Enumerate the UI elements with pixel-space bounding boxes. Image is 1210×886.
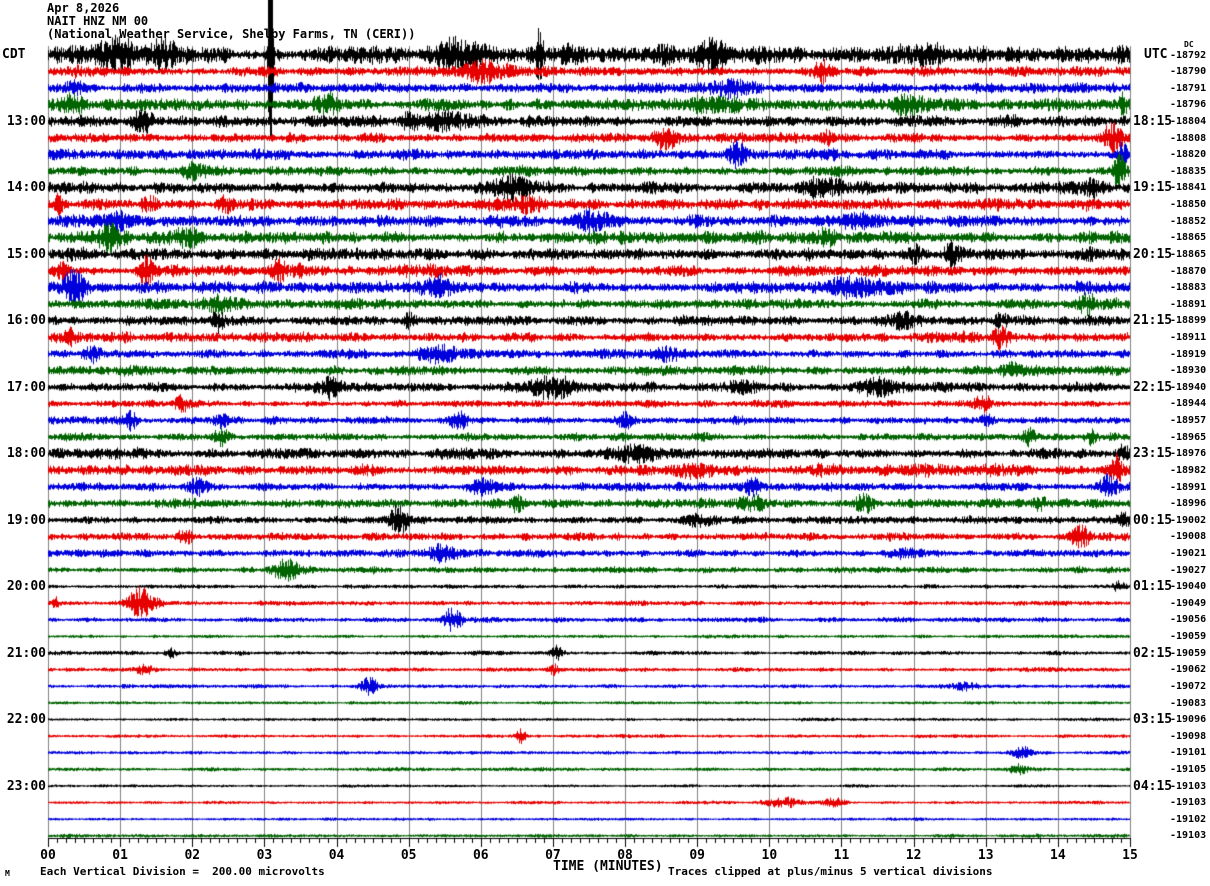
dc-offset-value: -18930 xyxy=(1170,365,1207,377)
x-tick-label: 00 xyxy=(40,848,56,863)
x-tick-label: 07 xyxy=(545,848,561,863)
dc-offset-value: -19008 xyxy=(1170,531,1207,543)
x-tick-label: 10 xyxy=(761,848,778,863)
dc-offset-value: -19102 xyxy=(1170,813,1207,825)
dc-offset-value: -18891 xyxy=(1170,298,1207,310)
cdt-hour-label: 22:00 xyxy=(6,712,46,728)
utc-quarter-label: 19:15 xyxy=(1133,180,1173,196)
dc-offset-value: -18791 xyxy=(1170,82,1207,94)
dc-offset-value: -18965 xyxy=(1170,431,1207,443)
scale-note: Each Vertical Division = 200.00 microvolts xyxy=(40,865,325,878)
header-station-description: (National Weather Service, Shelby Farms, TN (CERI)) xyxy=(47,27,416,41)
dc-offset-value: -18976 xyxy=(1170,448,1207,460)
dc-offset-value: -18957 xyxy=(1170,415,1207,427)
dc-offset-value: -19101 xyxy=(1170,747,1207,759)
cdt-hour-label: 20:00 xyxy=(6,579,46,595)
cdt-hour-label: 19:00 xyxy=(6,512,46,528)
x-axis-title: TIME (MINUTES) xyxy=(553,859,663,874)
utc-quarter-label: 18:15 xyxy=(1133,113,1173,129)
dc-offset-value: -19103 xyxy=(1170,830,1207,842)
dc-offset-value: -18870 xyxy=(1170,265,1207,277)
dc-offset-value: -19083 xyxy=(1170,697,1207,709)
cdt-hour-label: 15:00 xyxy=(6,246,46,262)
x-tick-label: 08 xyxy=(617,848,633,863)
dc-offset-value: -19103 xyxy=(1170,780,1207,792)
dc-offset-value: -18841 xyxy=(1170,182,1207,194)
dc-offset-value: -18996 xyxy=(1170,498,1207,510)
dc-offset-value: -18865 xyxy=(1170,248,1207,260)
utc-quarter-label: 20:15 xyxy=(1133,246,1173,262)
dc-offset-value: -18991 xyxy=(1170,481,1207,493)
footer-mark: M xyxy=(5,869,10,878)
header-date: Apr 8,2026 xyxy=(47,1,120,15)
cdt-hour-label: 16:00 xyxy=(6,313,46,329)
x-tick-label: 03 xyxy=(256,848,273,863)
left-timezone-label: CDT xyxy=(2,47,26,62)
dc-offset-value: -19072 xyxy=(1170,680,1207,692)
x-tick-label: 15 xyxy=(1122,848,1138,863)
utc-quarter-label: 04:15 xyxy=(1133,778,1173,794)
utc-quarter-label: 02:15 xyxy=(1133,645,1173,661)
dc-offset-value: -19040 xyxy=(1170,581,1207,593)
dc-offset-value: -18852 xyxy=(1170,215,1207,227)
dc-offset-value: -19049 xyxy=(1170,597,1207,609)
cdt-hour-label: 13:00 xyxy=(6,113,46,129)
dc-offset-value: -18850 xyxy=(1170,199,1207,211)
dc-offset-value: -19002 xyxy=(1170,514,1207,526)
dc-offset-value: -18919 xyxy=(1170,348,1207,360)
utc-quarter-label: 21:15 xyxy=(1133,313,1173,329)
dc-offset-value: -19021 xyxy=(1170,548,1207,559)
dc-offset-value: -19056 xyxy=(1170,614,1207,626)
dc-offset-value: -18982 xyxy=(1170,464,1207,476)
cdt-hour-label: 18:00 xyxy=(6,446,46,462)
right-timezone-label: UTC xyxy=(1144,47,1168,62)
x-tick-label: 13 xyxy=(977,848,994,863)
dc-column-header: DC xyxy=(1184,40,1194,49)
utc-quarter-label: 00:15 xyxy=(1133,512,1173,528)
x-tick-label: 04 xyxy=(328,848,345,863)
x-tick-label: 12 xyxy=(905,848,922,863)
dc-offset-value: -18808 xyxy=(1170,132,1207,144)
dc-offset-value: -18796 xyxy=(1170,99,1207,111)
utc-quarter-label: 22:15 xyxy=(1133,379,1173,395)
clip-note: Traces clipped at plus/minus 5 vertical divisions xyxy=(668,865,993,878)
dc-offset-value: -18899 xyxy=(1170,315,1207,327)
dc-offset-value: -19105 xyxy=(1170,764,1207,776)
header-station-code: NAIT HNZ NM 00 xyxy=(47,14,149,28)
x-tick-label: 05 xyxy=(400,848,417,863)
x-tick-label: 06 xyxy=(472,848,489,863)
dc-offset-value: -18865 xyxy=(1170,232,1207,244)
x-tick-label: 02 xyxy=(184,848,201,863)
utc-quarter-label: 03:15 xyxy=(1133,712,1173,728)
utc-quarter-label: 01:15 xyxy=(1133,579,1173,595)
x-tick-label: 09 xyxy=(689,848,706,863)
x-tick-label: 01 xyxy=(112,848,128,863)
dc-offset-value: -18835 xyxy=(1170,165,1207,177)
dc-offset-value: -19098 xyxy=(1170,730,1207,742)
dc-offset-value: -19027 xyxy=(1170,564,1207,576)
x-tick-label: 14 xyxy=(1050,848,1066,863)
cdt-hour-label: 21:00 xyxy=(6,645,46,661)
cdt-hour-label: 14:00 xyxy=(6,180,46,196)
dc-offset-value: -18792 xyxy=(1170,49,1207,61)
dc-offset-value: -18940 xyxy=(1170,381,1207,393)
dc-offset-value: -18944 xyxy=(1170,398,1207,410)
dc-offset-value: -18883 xyxy=(1170,282,1207,294)
dc-offset-value: -19062 xyxy=(1170,664,1207,676)
dc-offset-value: -18911 xyxy=(1170,331,1207,343)
cdt-hour-label: 23:00 xyxy=(6,778,46,794)
dc-offset-value: -18820 xyxy=(1170,149,1207,161)
dc-offset-value: -19103 xyxy=(1170,797,1207,809)
dc-offset-value: -19059 xyxy=(1170,647,1207,659)
cdt-hour-label: 17:00 xyxy=(6,379,46,395)
dc-offset-value: -18804 xyxy=(1170,115,1207,127)
x-tick-label: 11 xyxy=(833,848,850,863)
utc-quarter-label: 23:15 xyxy=(1133,446,1173,462)
dc-offset-value: -19096 xyxy=(1170,714,1207,726)
dc-offset-value: -18790 xyxy=(1170,66,1207,78)
dc-offset-value: -19059 xyxy=(1170,631,1207,643)
